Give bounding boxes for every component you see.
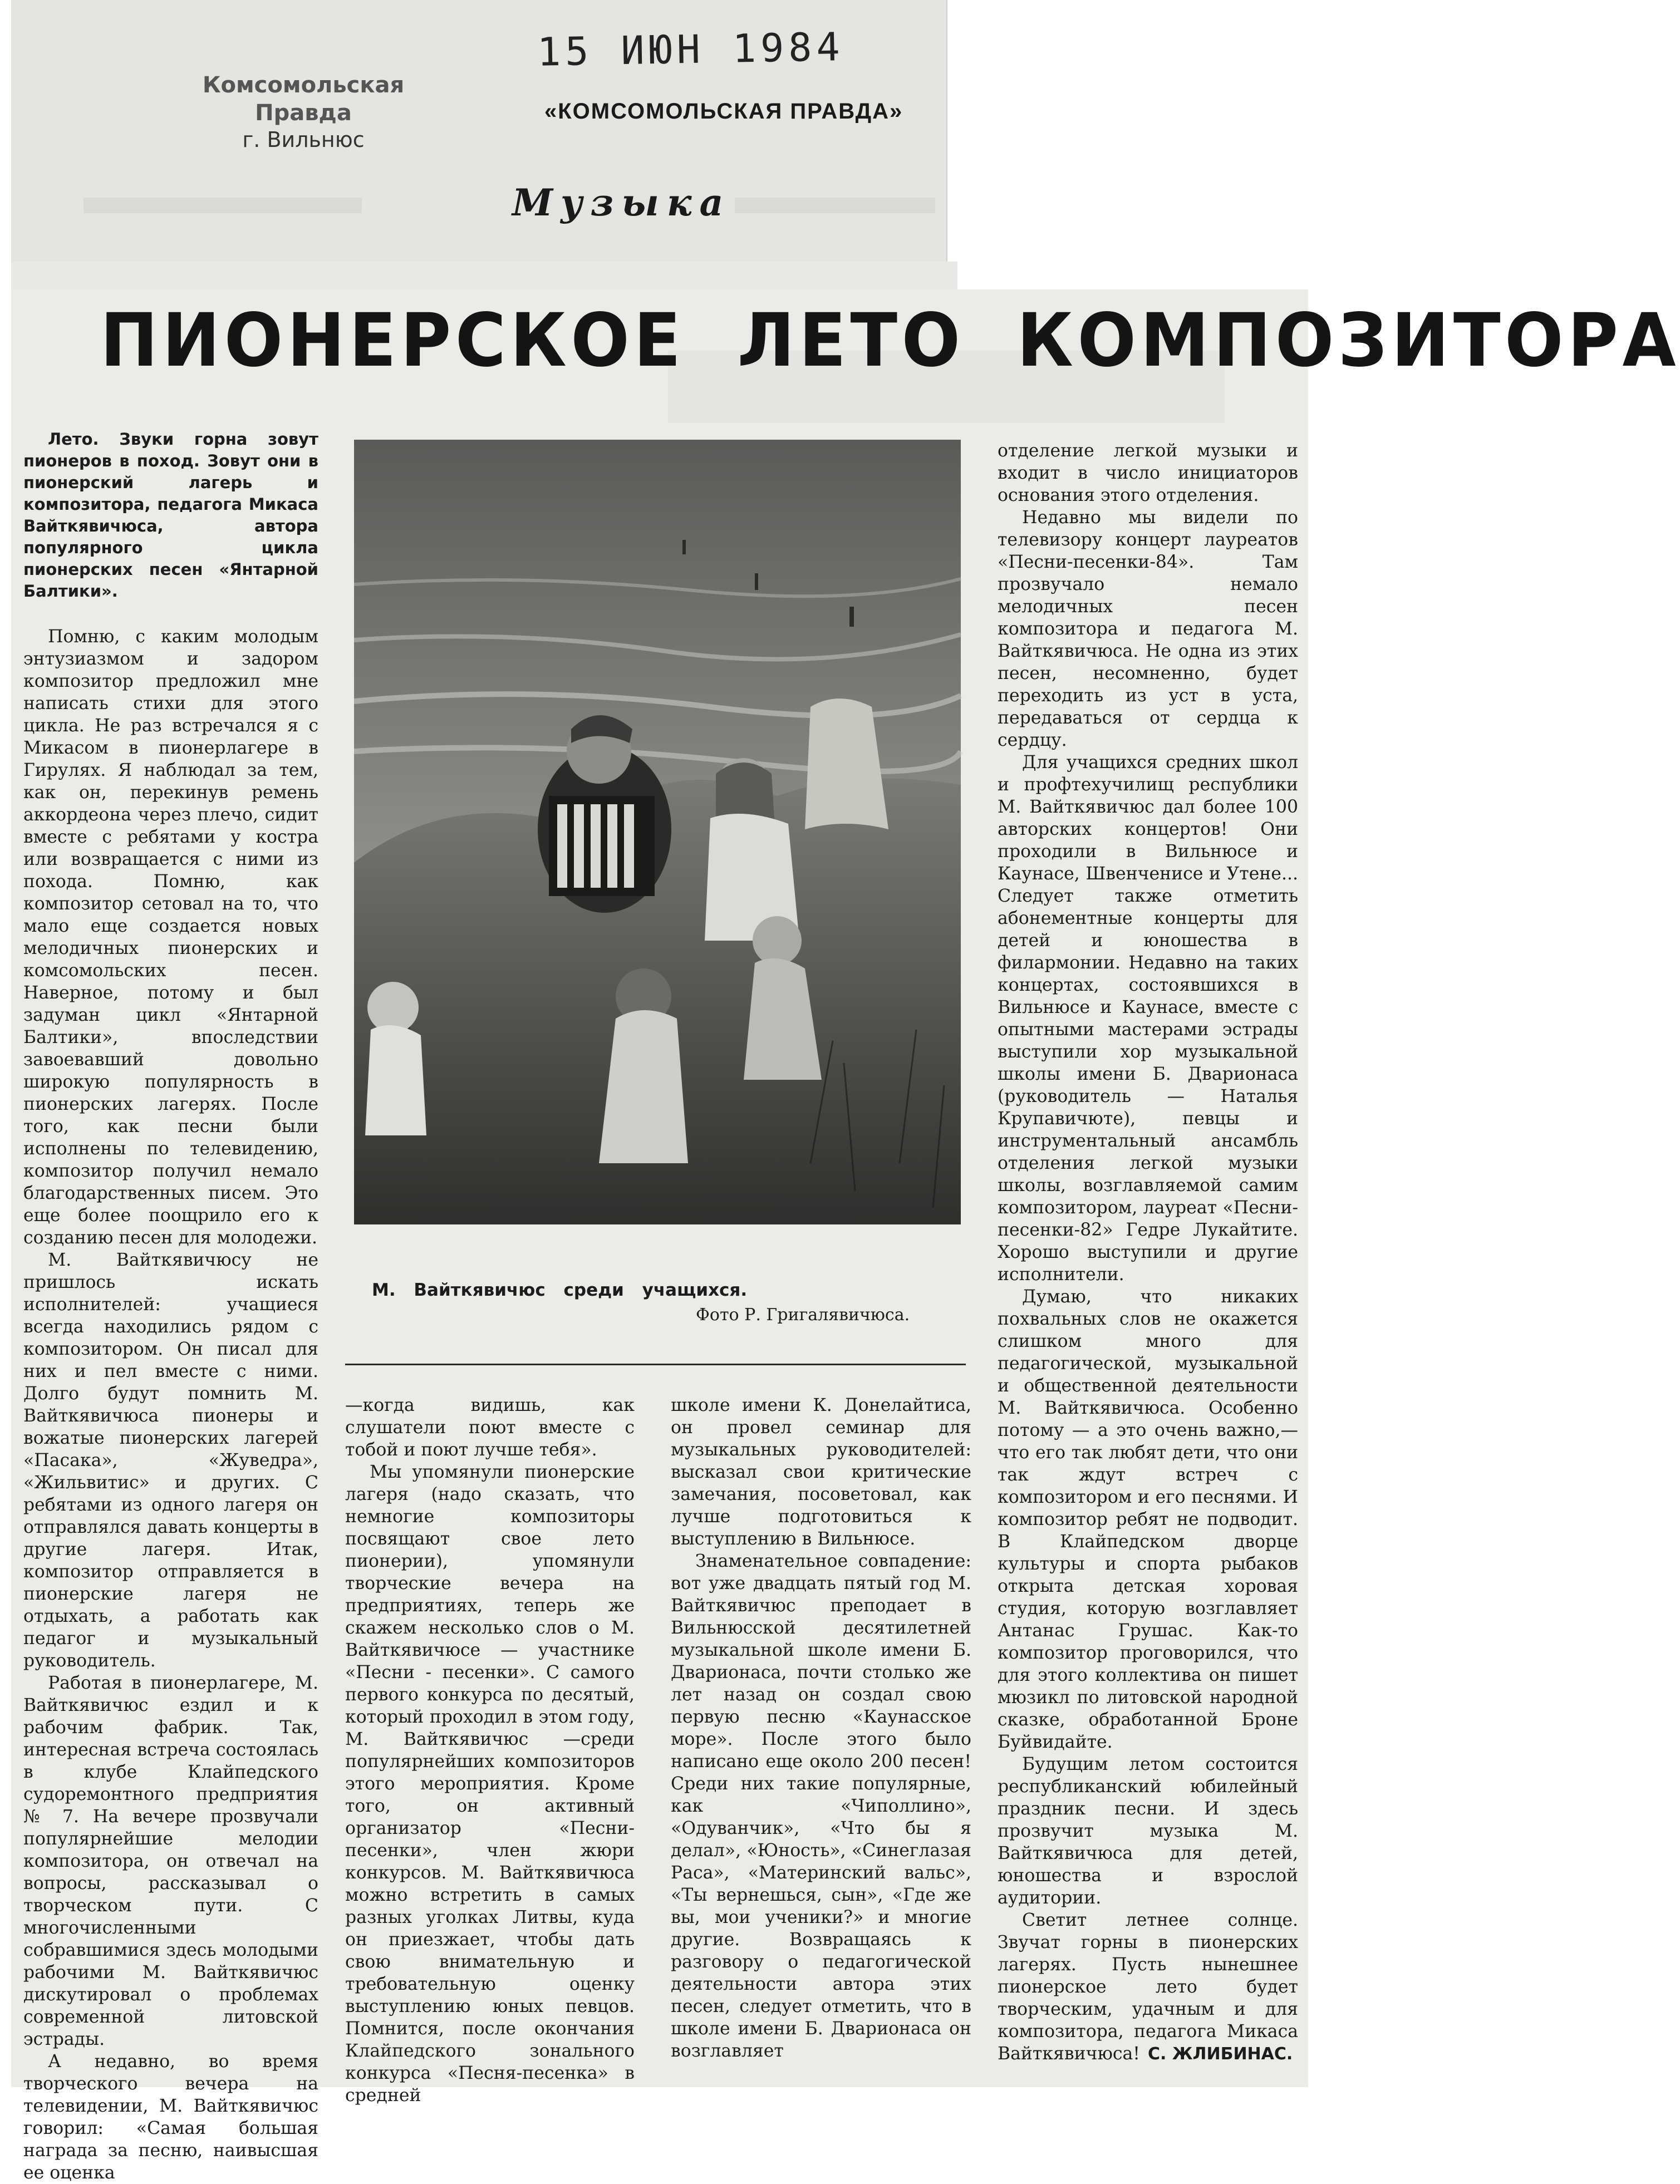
- paper-stamp: [173, 71, 434, 154]
- paragraph: —когда видишь, как слушатели поют вместе с тобой и поют лучше тебя».: [345, 1395, 635, 1460]
- paragraph: Работая в пионерлагере, М. Вайткявичюс ездил и к рабочим фабрик. Так, интересная встреча состоялась в клубе Клайпедского судоремонтного предприятия № 7. На вечере прозвучали популярнейшие мелодии композитора, он отвечал на вопросы, рассказывал о творческом пути. С многочисленными собравшимися здесь молодыми рабочими М. Вайткявичюс дискутировал о проблемах современной литовской эстрады.: [23, 1673, 318, 2049]
- article-headline: ПИОНЕРСКОЕ ЛЕТО КОМПОЗИТОРА: [100, 298, 1680, 383]
- paragraph: Недавно мы видели по телевизору концерт лауреатов «Песни-песенки-84». Там прозвучало немало мелодичных песен композитора и педагога М. Вайткявичюса. Не одна из этих песен, несомненно, будет переходить из уст в уста, передаваться от сердца к сердцу.: [998, 508, 1298, 750]
- author-signature: С. ЖЛИБИНАС.: [1147, 2044, 1293, 2064]
- photo-credit: Фото Р. Григалявичюса.: [696, 1305, 910, 1325]
- text-column-3: [671, 1394, 971, 2062]
- date-stamp: 15 ИЮН 1984: [537, 24, 845, 75]
- paragraph: Знаменательное совпадение: вот уже двадцать пятый год М. Вайткявичюс преподает в Вильнюсской десятилетней музыкальной школе имени Б. Дварионаса, почти столько же лет назад он создал свою первую песню «Каунасское море». После этого было написано еще около 200 песен! Среди них такие популярные, как «Чиполлино», «Одуванчик», «Что бы я делал», «Юность», «Синеглазая Раса», «Материнский вальс», «Ты вернешься, сын», «Где же вы, мои ученики?» и многие другие. Возвращаясь к разговору о педагогической деятельности автора этих песен, следует отметить, что в школе имени Б. Дварионаса он возглавляет: [671, 1551, 971, 2061]
- article-lead: Лето. Звуки горна зовут пионеров в поход. Зовут они в пионерский лагерь и композитора, педагога Микаса Вайткявичюса, автора популярного цикла пионерских песен «Янтарной Балтики».: [23, 430, 318, 601]
- paragraph: отделение легкой музыки и входит в число инициаторов основания этого отделения.: [998, 441, 1298, 505]
- section-divider: [345, 1364, 966, 1365]
- bleed-through-bar: [735, 198, 935, 213]
- paragraph: школе имени К. Донелайтиса, он провел семинар для музыкальных руководителей: высказал свои критические замечания, посоветовал, как лучше подготовиться к выступлению в Вильнюсе.: [671, 1395, 971, 1549]
- text-column-2: [345, 1394, 635, 2107]
- paragraph-text: Светит летнее солнце. Звучат горны в пионерских лагерях. Пусть нынешнее пионерское лето будет творческим, удачным и для композитора, педагога Микаса Вайткявичюса!: [998, 1910, 1298, 2064]
- article-photo: [354, 440, 961, 1224]
- photo-caption: М. Вайткявичюс среди учащихся.: [372, 1280, 748, 1300]
- paragraph: М. Вайткявичюсу не пришлось искать исполнителей: учащиеся всегда находились рядом с композитором. Он писал для них и пел вместе с ними. Долго будут помнить М. Вайткявичюса пионеры и вожатые пионерских лагерей «Пасака», «Жуведра», «Жильвитис» и других. С ребятами из одного лагеря он отправлялся давать концерты в другие лагеря. Итак, композитор отправляется в пионерские лагеря не отдыхать, а работать как педагог и музыкальный руководитель.: [23, 1250, 318, 1671]
- final-paragraph: [998, 1909, 1298, 2065]
- text-column-1: [23, 429, 318, 2184]
- paragraph: Думаю, что никаких похвальных слов не окажется слишком много для педагогической, музыкальной и общественной деятельности М. Вайткявичюса. Особенно потому — а это очень важно,— что его так любят дети, что они так ждут встреч с композитором и его песнями. И композитор ребят не подводит. В Клайпедском дворце культуры и спорта рыбаков открыта детская хоровая студия, которую возглавляет Антанас Грушас. Как-то композитор проговорился, что для этого коллектива он пишет мюзикл по литовской народной сказке, обработанной Броне Буйвидайте.: [998, 1287, 1298, 1752]
- paper-stamp-city: г. Вильнюс: [242, 127, 365, 152]
- photo-illustration: [354, 440, 961, 1224]
- paragraph: Для учащихся средних школ и профтехучилищ республики М. Вайткявичюс дал более 100 авторских концертов! Они проходили в Вильнюсе и Каунасе, Швенченисе и Утене... Следует также отметить абонементные концерты для детей и юношества в филармонии. Недавно на таких концертах, состоявшихся в Вильнюсе и Каунасе, вместе с опытными мастерами эстрады выступили хор музыкальной школы имени Б. Дварионаса (руководитель — Наталья Крупавичюте), певцы и инструментальный ансамбль отделения легкой музыки школы, возглавляемой самим композитором, лауреат «Песни-песенки-82» Гедре Лукайтите. Хорошо выступили и другие исполнители.: [998, 752, 1298, 1285]
- newspaper-name: «КОМСОМОЛЬСКАЯ ПРАВДА»: [544, 99, 903, 124]
- paragraph: Мы упомянули пионерские лагеря (надо сказать, что немногие композиторы посвящают свое лето пионерии), упомянули творческие вечера на предприятиях, теперь же скажем несколько слов о М. Вайткявичюсе — участнике «Песни - песенки». С самого первого конкурса по десятый, который проходил в этом году, М. Вайткявичюс —среди популярнейших композиторов этого мероприятия. Кроме того, он активный организатор «Песни-песенки», член жюри конкурсов. М. Вайткявичюса можно встретить в самых разных уголках Литвы, куда он приезжает, чтобы дать свою внимательную и требовательную оценку выступлению юных певцов. Помнится, после окончания Клайпедского зонального конкурса «Песня-песенка» в средней: [345, 1462, 635, 2106]
- paragraph: А недавно, во время творческого вечера на телевидении, М. Вайткявичюс говорил: «Самая большая награда за песню, наивысшая ее оценка: [23, 2052, 318, 2183]
- text-column-4: [998, 440, 1298, 2065]
- paragraph: Будущим летом состоится республиканский юбилейный праздник песни. И здесь прозвучит музыка М. Вайткявичюса для детей, юношества и взрослой аудитории.: [998, 1754, 1298, 1908]
- rubric-label: Музыка: [512, 181, 731, 224]
- paper-stamp-name: Комсомольская Правда: [202, 72, 405, 126]
- paragraph: Помню, с каким молодым энтузиазмом и задором композитор предложил мне написать стихи для этого цикла. Не раз встречался я с Микасом в пионерлагере в Гирулях. Я наблюдал за тем, как он, перекинув ремень аккордеона через плечо, сидит вместе с ребятами у костра или возвращается с ними из похода. Помню, как композитор сетовал на то, что мало еще создается новых мелодичных пионерских и комсомольских песен. Наверное, потому и был задуман цикл «Янтарной Балтики», впоследствии завоевавший довольно широкую популярность в пионерских лагерях. После того, как песни были исполнены по телевидению, композитор получил немало благодарственных писем. Это еще более поощрило его к созданию песен для молодежи.: [23, 627, 318, 1248]
- bleed-through-bar: [83, 198, 362, 213]
